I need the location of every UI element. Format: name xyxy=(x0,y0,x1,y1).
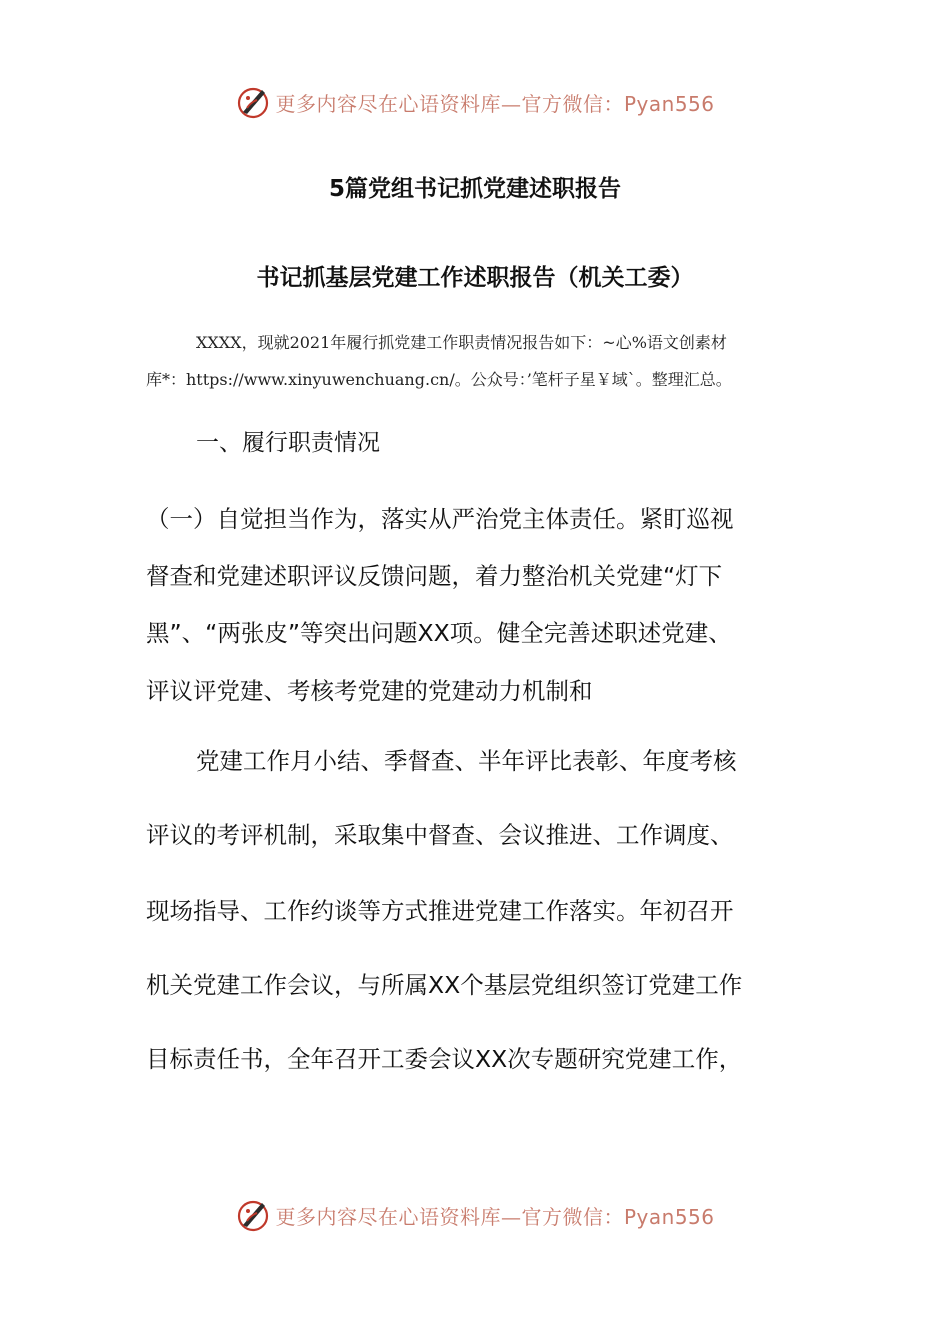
body-line: 评议评党建、考核考党建的党建动力机制和 xyxy=(146,677,593,705)
body-line: 黑”、“两张皮”等突出问题XX项。健全完善述职述党建、 xyxy=(146,619,732,647)
watermark-label: 更多内容尽在心语资料库—官方微信： xyxy=(275,91,624,116)
wechat-id: Pyan556 xyxy=(623,1204,715,1229)
body-line: （一）自觉担当作为，落实从严治党主体责任。紧盯巡视 xyxy=(146,505,734,533)
body-line: 评议的考评机制，采取集中督查、会议推进、工作调度、 xyxy=(146,821,734,849)
body-line: 机关党建工作会议，与所属XX个基层党组织签订党建工作 xyxy=(146,971,743,999)
quill-seal-logo-icon xyxy=(235,84,271,120)
header-watermark-banner xyxy=(0,80,950,124)
body-line: 督查和党建述职评议反馈问题，着力整治机关党建“灯下 xyxy=(146,562,723,590)
watermark-label: 更多内容尽在心语资料库—官方微信： xyxy=(275,1204,624,1229)
intro-line-1: XXXX，现就2021年履行抓党建工作职责情况报告如下：~心%语文创素材 xyxy=(196,333,727,352)
body-line: 党建工作月小结、季督查、半年评比表彰、年度考核 xyxy=(196,747,737,775)
section-heading: 一、履行职责情况 xyxy=(196,430,380,456)
document-title: 5篇党组书记抓党建述职报告 xyxy=(328,176,621,202)
footer-watermark-banner xyxy=(0,1193,950,1237)
watermark-text xyxy=(275,1201,714,1230)
wechat-id: Pyan556 xyxy=(623,91,715,116)
watermark-text xyxy=(275,88,714,117)
quill-seal-logo-icon xyxy=(235,1197,271,1233)
body-line: 现场指导、工作约谈等方式推进党建工作落实。年初召开 xyxy=(146,897,734,925)
intro-line-2: 库*：https://www.xinyuwenchuang.cn/。公众号：’笔杆子星￥域`。整理汇总。 xyxy=(146,370,732,389)
body-line: 目标责任书，全年召开工委会议XX次专题研究党建工作， xyxy=(146,1045,743,1073)
document-subtitle: 书记抓基层党建工作述职报告（机关工委） xyxy=(256,265,694,291)
